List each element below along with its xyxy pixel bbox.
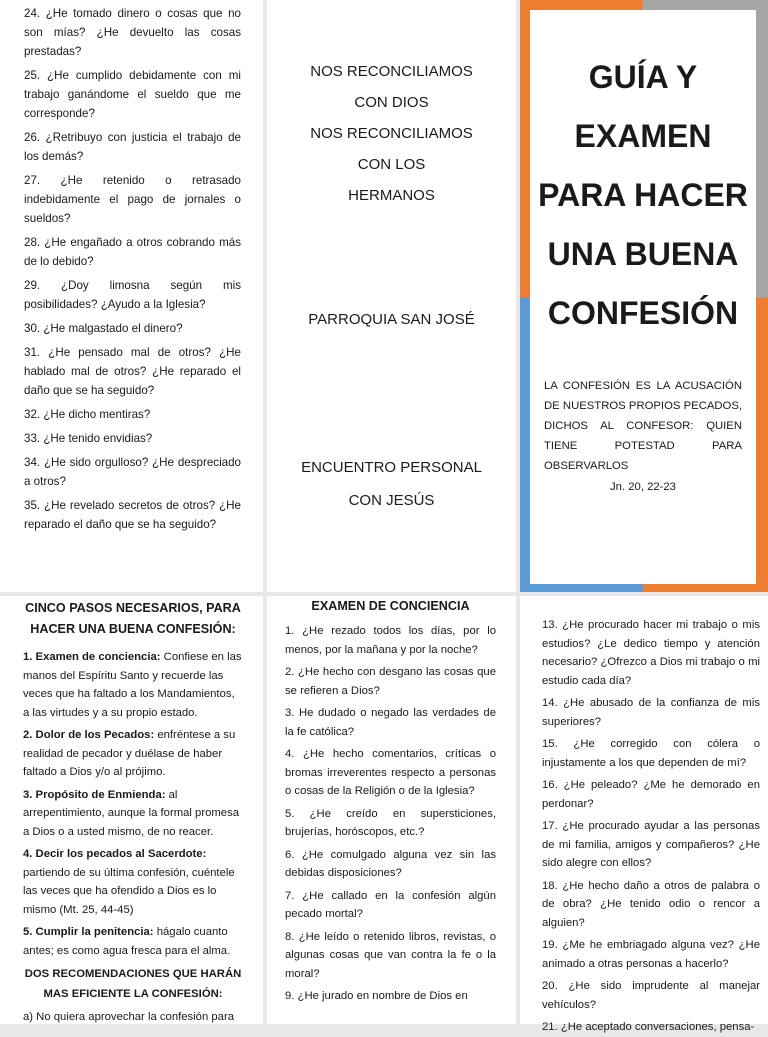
recommendations-title: DOS RECOMENDACIONES QUE HARÁN MAS EFICIENTE LA CONFESIÓN: — [24, 968, 242, 1000]
step-label: 2. Dolor de los Pecados: — [23, 729, 155, 741]
reconcile-line: CON DIOS — [354, 94, 429, 111]
question-item: 2. ¿He hecho con desgano las cosas que se refieren a Dios? — [285, 666, 496, 697]
question-item: 15. ¿He corregido con cólera o injustamente a los que dependen de mí? — [542, 738, 760, 769]
question-item: 35. ¿He revelado secretos de otros? ¿He reparado el daño que se ha seguido? — [24, 499, 241, 531]
question-item: 24. ¿He tomado dinero o cosas que no son mías? ¿He devuelto las cosas prestadas? — [24, 7, 241, 58]
spacer — [542, 596, 760, 616]
question-item: 31. ¿He pensado mal de otros? ¿He hablado mal de otros? ¿He reparado el daño que se ha seguido? — [24, 346, 241, 397]
question-item: 33. ¿He tenido envidias? — [24, 432, 153, 445]
encounter-line: CON JESÚS — [348, 492, 435, 509]
step-item — [23, 923, 243, 960]
step-item — [23, 648, 243, 722]
question-item: 8. ¿He leído o retenido libros, revistas, o algunas cosas que van contra la fe o la moral? — [285, 930, 496, 980]
question-item: 19. ¿Me he embriagado alguna vez? ¿He animado a otras personas a hacerlo? — [542, 939, 760, 970]
step-label: 4. Decir los pecados al Sacerdote: — [23, 848, 207, 860]
steps-title: CINCO PASOS NECESARIOS, PARA HACER UNA BUENA CONFESIÓN: — [25, 601, 241, 636]
parish-name: PARROQUIA SAN JOSÉ — [308, 311, 475, 328]
step-text: hágalo cuanto antes; es como agua fresca para el alma. — [23, 926, 231, 957]
reconcile-heading — [267, 56, 516, 211]
exam-title: EXAMEN DE CONCIENCIA — [311, 599, 470, 613]
exam-panel — [267, 596, 516, 1024]
step-label: 3. Propósito de Enmienda: — [23, 788, 166, 801]
blue-frame-bar — [520, 584, 643, 592]
step-text: al arrepentimiento, aunque la formal promesa a Dios o a usted mismo, de no reacer. — [23, 788, 240, 838]
cover-title-line: PARA HACER — [538, 177, 748, 213]
cover-title-line: UNA BUENA — [547, 236, 739, 272]
reconcile-line: CON LOS — [357, 156, 426, 173]
cover-title-line: GUÍA Y — [588, 59, 698, 95]
question-item: 30. ¿He malgastado el dinero? — [24, 322, 183, 335]
confession-definition: LA CONFESIÓN ES LA ACUSACIÓN DE NUESTROS PROPIOS PECADOS, DICHOS AL CONFESOR: QUIEN TIENE POTESTAD PARA OBSERVARLOS — [544, 380, 742, 472]
cover-content — [530, 10, 756, 584]
orange-frame-bar — [756, 298, 768, 592]
question-item: 27. ¿He retenido o retrasado indebidamente el pago de jornales o sueldos? — [24, 174, 241, 225]
cover-title-line: EXAMEN — [574, 118, 712, 154]
step-text: enfréntese a su realidad de pecador y duélase de haber faltado a Dios y/o al prójimo. — [23, 729, 236, 778]
question-item: 3. He dudado o negado las verdades de la fe católica? — [285, 707, 496, 738]
question-item: 9. ¿He jurado en nombre de Dios en — [285, 990, 468, 1002]
encounter-heading — [267, 451, 516, 517]
orange-frame-bar — [643, 584, 768, 592]
question-item: 25. ¿He cumplido debidamente con mi trabajo ganándome el sueldo que me corresponde? — [24, 69, 241, 120]
step-text: partiendo de su última confesión, cuéntele las veces que ha ofendido a Dios es lo mismo (Mt. 25, 44-45) — [23, 866, 235, 916]
reconcile-line: NOS RECONCILIAMOS — [310, 125, 473, 142]
step-label: 1. Examen de conciencia: — [23, 651, 161, 663]
top-left-panel — [0, 0, 263, 592]
question-item: 29. ¿Doy limosna según mis posibilidades? ¿Ayudo a la Iglesia? — [24, 279, 241, 311]
question-item: 6. ¿He comulgado alguna vez sin las debidas disposiciones? — [285, 848, 496, 879]
reconcile-line: NOS RECONCILIAMOS — [310, 63, 473, 80]
reconcile-line: HERMANOS — [348, 187, 435, 204]
gray-frame-bar — [756, 0, 768, 298]
question-item: 16. ¿He peleado? ¿Me he demorado en perdonar? — [542, 779, 760, 810]
cover-title — [530, 48, 756, 343]
step-label: 5. Cumplir la penitencia: — [23, 926, 154, 938]
orange-frame-bar — [520, 0, 643, 10]
question-item: 32. ¿He dicho mentiras? — [24, 408, 151, 421]
question-item: 1. ¿He rezado todos los días, por lo menos, por la mañana y por la noche? — [285, 625, 496, 656]
question-item: 5. ¿He creído en supersticiones, brujerías, horóscopos, etc.? — [285, 807, 496, 838]
question-item: 28. ¿He engañado a otros cobrando más de lo debido? — [24, 236, 241, 268]
cover-panel — [520, 0, 768, 592]
gray-frame-bar — [643, 0, 768, 10]
question-item: 21. ¿He aceptado conversaciones, pensa- — [542, 1021, 755, 1033]
step-item — [23, 726, 243, 782]
encounter-line: ENCUENTRO PERSONAL — [301, 459, 482, 476]
step-item — [23, 845, 243, 919]
question-item: 7. ¿He callado en la confesión algún pecado mortal? — [285, 889, 496, 920]
question-item: 26. ¿Retribuyo con justicia el trabajo de los demás? — [24, 131, 241, 163]
question-item: 17. ¿He procurado ayudar a las personas de mi familia, amigos y compañeros? ¿He sido alegre con ellos? — [542, 820, 760, 869]
question-item: 4. ¿He hecho comentarios, críticas o bromas irreverentes respecto a personas o cosas de la Religión o de la Iglesia? — [285, 748, 496, 797]
question-item: 18. ¿He hecho daño a otros de palabra o de obra? ¿He tenido odio o rencor a alguien? — [542, 879, 760, 929]
orange-frame-bar — [520, 0, 530, 298]
step-text: Confiese en las manos del Espíritu Santo y recuerde las veces que ha faltado a los Mandamientos, a las virtudes y a su propio estado. — [23, 651, 242, 719]
recommendation-item: a) No quiera aprovechar la confesión para — [23, 1011, 235, 1023]
bible-reference: Jn. 20, 22-23 — [610, 481, 676, 493]
steps-panel — [0, 596, 263, 1024]
step-item — [23, 786, 243, 842]
question-item: 34. ¿He sido orgulloso? ¿He despreciado a otros? — [24, 456, 241, 488]
question-item: 13. ¿He procurado hacer mi trabajo o mis estudios? ¿Le dedico tiempo y atención necesario? ¿Ofrezco a Dios mi trabajo o mi estudio cada día? — [542, 619, 760, 687]
question-item: 14. ¿He abusado de la confianza de mis superiores? — [542, 697, 760, 728]
question-item: 20. ¿He sido imprudente al manejar vehículos? — [542, 980, 760, 1011]
exam-continued-panel — [520, 596, 768, 1033]
blue-frame-bar — [520, 298, 530, 592]
cover-title-line: CONFESIÓN — [547, 295, 739, 331]
top-middle-panel — [267, 0, 516, 592]
